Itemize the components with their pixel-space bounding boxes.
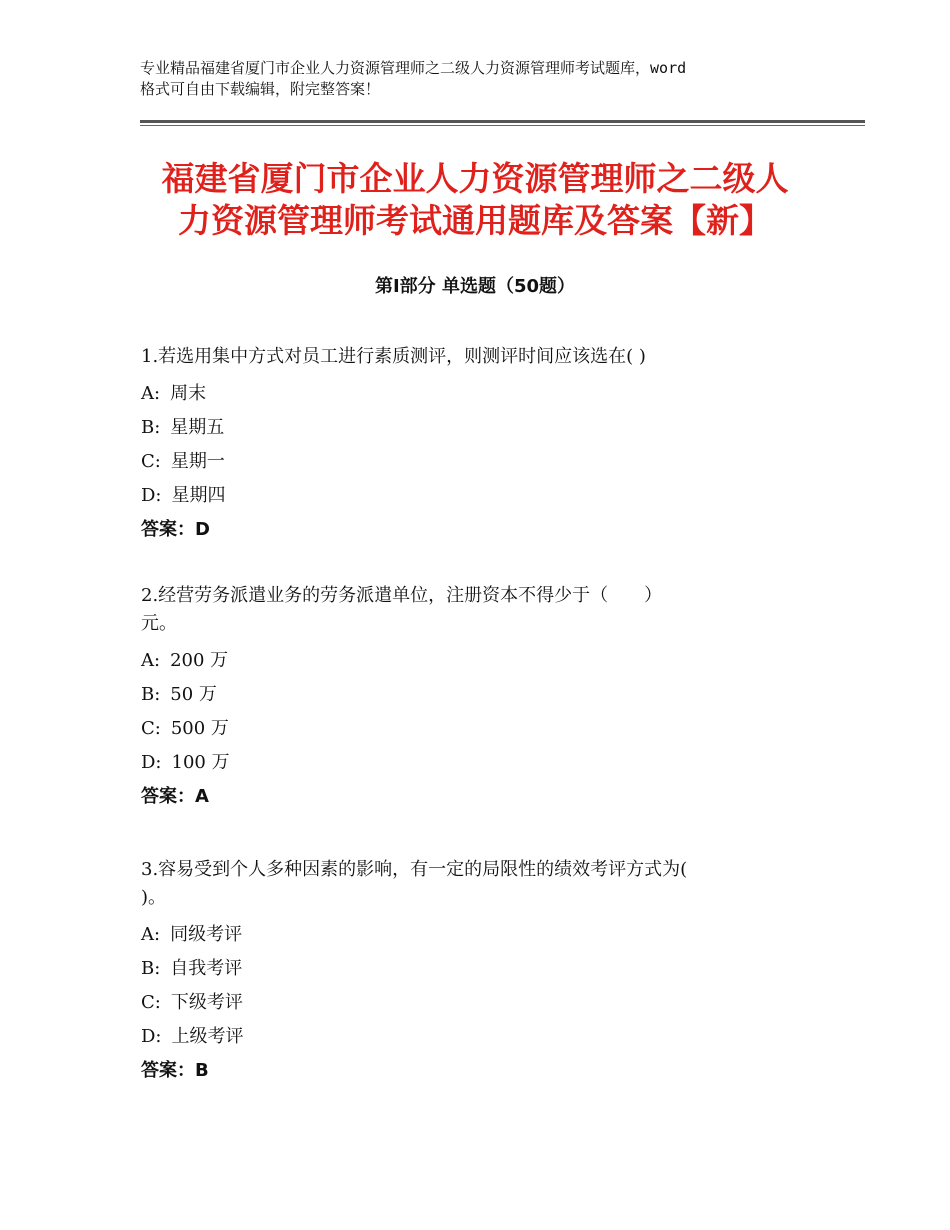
- question-stem-line: 1.若选用集中方式对员工进行素质测评，则测评时间应该选在( ): [141, 346, 646, 367]
- answer: 答案：A: [141, 786, 209, 807]
- option-text: 星期一: [170, 451, 225, 472]
- option-text: 周末: [170, 383, 207, 404]
- option-letter: B:: [141, 958, 161, 979]
- option-a: [141, 644, 821, 678]
- question-stem: [141, 582, 821, 638]
- option-text: 100 万: [171, 752, 230, 773]
- option-text: 星期五: [170, 417, 225, 438]
- option-letter: A:: [141, 650, 161, 671]
- option-letter: A:: [141, 383, 161, 404]
- option-text: 200 万: [170, 650, 229, 671]
- question-2: [141, 582, 821, 814]
- document-title-line: 福建省厦门市企业人力资源管理师之二级人: [161, 159, 789, 198]
- option-d: [141, 746, 821, 780]
- option-b: [141, 678, 821, 712]
- option-letter: A:: [141, 924, 161, 945]
- question-1: [141, 343, 821, 547]
- header-note-line: 专业精品福建省厦门市企业人力资源管理师之二级人力资源管理师考试题库，word: [140, 59, 687, 77]
- option-letter: B:: [141, 417, 161, 438]
- header-note-line: 格式可自由下载编辑，附完整答案！: [140, 80, 381, 98]
- option-c: [141, 712, 821, 746]
- option-b: [141, 952, 821, 986]
- option-text: 500 万: [170, 718, 229, 739]
- option-letter: C:: [141, 451, 161, 472]
- question-stem: [141, 343, 821, 371]
- option-letter: D:: [141, 485, 162, 506]
- option-a: [141, 377, 821, 411]
- option-c: [141, 445, 821, 479]
- question-stem-line: 元。: [141, 613, 177, 634]
- document-title-line: 力资源管理师考试通用题库及答案【新】: [178, 201, 772, 240]
- question-stem: [141, 856, 821, 912]
- option-d: [141, 1020, 821, 1054]
- option-d: [141, 479, 821, 513]
- option-letter: C:: [141, 992, 161, 1013]
- option-text: 同级考评: [170, 924, 243, 945]
- option-letter: D:: [141, 752, 162, 773]
- option-letter: B:: [141, 684, 161, 705]
- question-stem-line: 3.容易受到个人多种因素的影响，有一定的局限性的绩效考评方式为(: [141, 859, 688, 880]
- answer: 答案：D: [141, 519, 210, 540]
- option-b: [141, 411, 821, 445]
- option-text: 星期四: [171, 485, 226, 506]
- option-letter: D:: [141, 1026, 162, 1047]
- option-text: 自我考评: [170, 958, 243, 979]
- question-stem-line: 2.经营劳务派遣业务的劳务派遣单位，注册资本不得少于（ ）: [141, 585, 663, 606]
- header-divider: [140, 120, 865, 123]
- option-c: [141, 986, 821, 1020]
- option-text: 下级考评: [170, 992, 243, 1013]
- answer: 答案：B: [141, 1060, 209, 1081]
- header-divider-thin: [140, 125, 865, 126]
- option-letter: C:: [141, 718, 161, 739]
- document-title: [120, 158, 830, 242]
- option-text: 上级考评: [171, 1026, 244, 1047]
- question-stem-line: )。: [141, 887, 167, 908]
- option-a: [141, 918, 821, 952]
- question-3: [141, 856, 821, 1088]
- header-note: [140, 58, 820, 100]
- section-title: 第Ⅰ部分 单选题（50题）: [374, 276, 575, 297]
- option-text: 50 万: [170, 684, 217, 705]
